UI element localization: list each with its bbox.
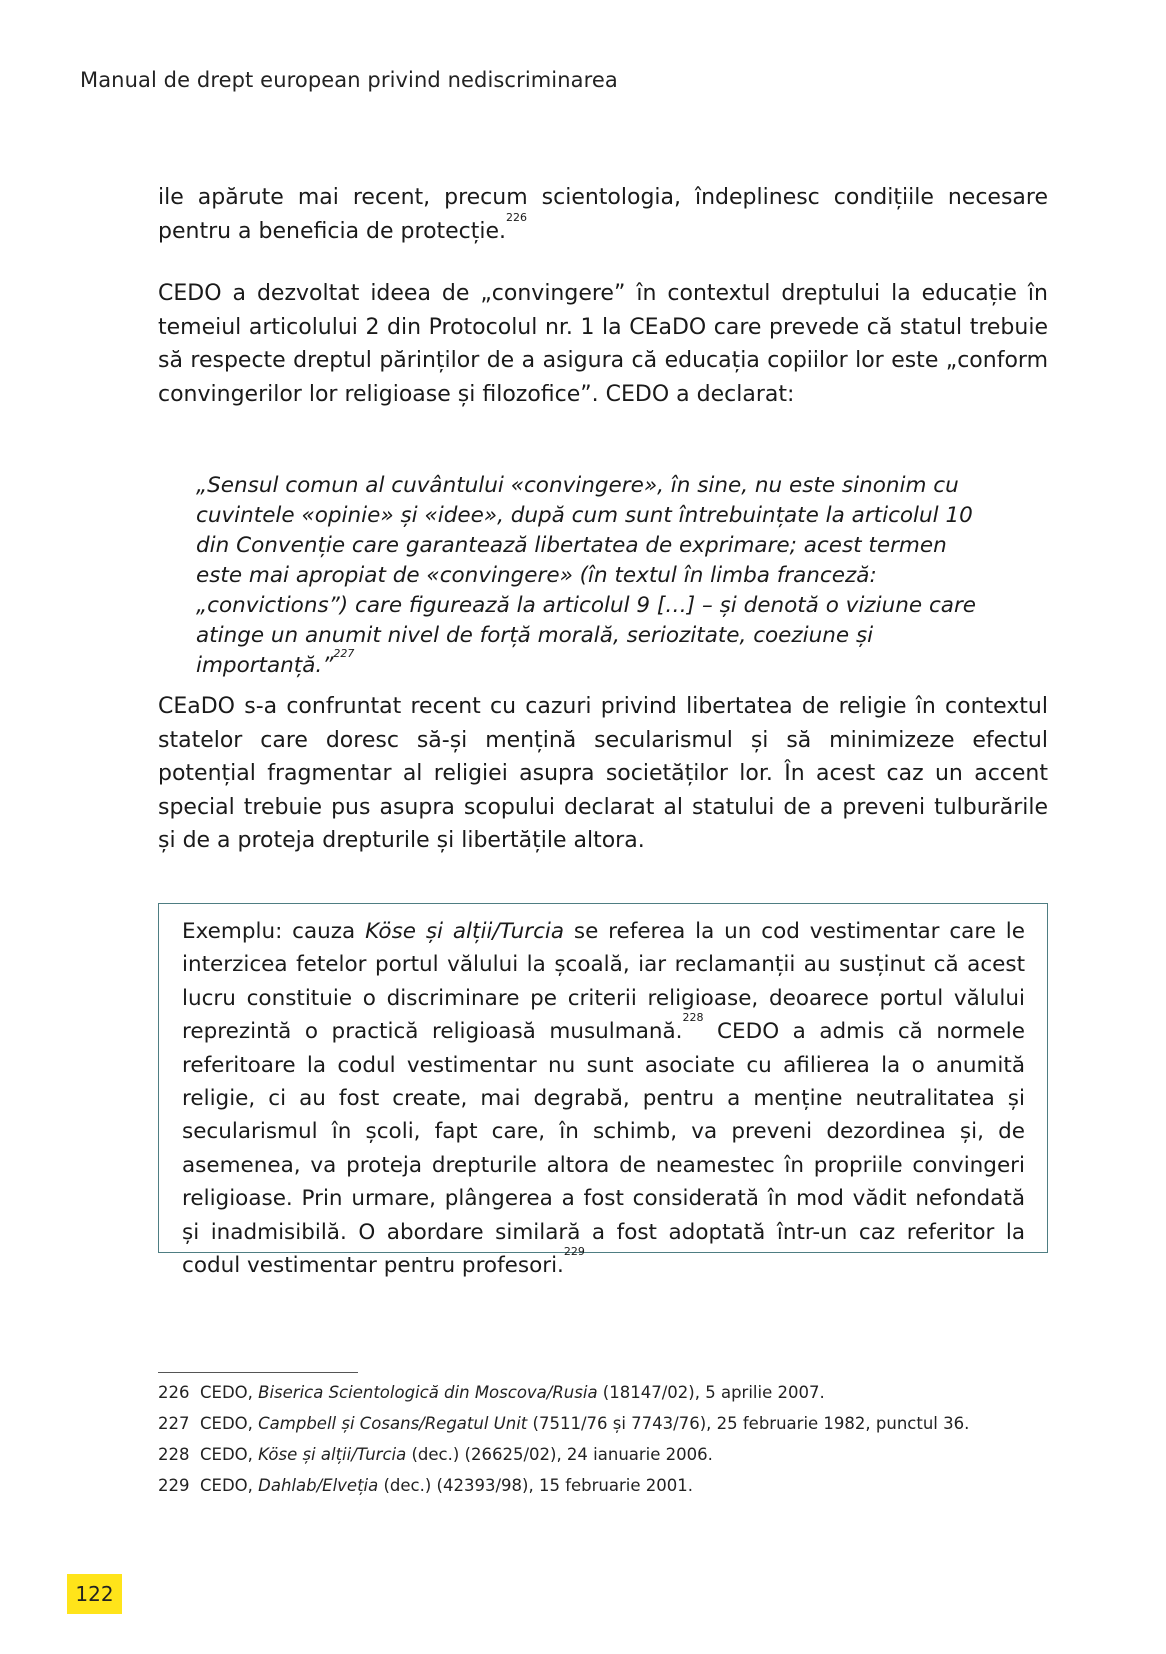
example-text: CEDO a admis că normele referitoare la codul vestimentar nu sunt asociate cu afilierea la o anumită religie, ci au fost create, mai degrabă, pentru a menține neutralitatea și secularismul în școli, fapt care, în schimb, va preveni dezordinea și, de asemenea, va proteja drepturile altora de neamestec în propriile convingeri religioase. Prin urmare, plângerea a fost considerată în mod vădit nefondată și inadmisibilă. O abordare similară a fost adoptată într-un caz referitor la codul vestimentar pentru profesori. [182, 1019, 1025, 1279]
paragraph-text: CEaDO s-a confruntat recent cu cazuri privind libertatea de religie în contextul statelor care doresc să-și mențină secularismul și să minimizeze efectul potențial fragmentar al religiei asupra societăților lor. În acest caz un accent special trebuie pus asupra scopului declarat al statului de a preveni tulburările și de a proteja drepturile și libertățile altora. [158, 694, 1048, 853]
footnote-number: 226 [158, 1383, 190, 1402]
footnote-number: 229 [158, 1476, 190, 1495]
footnote-rest: (dec.) (42393/98), 15 februarie 2001. [378, 1476, 693, 1495]
footnote-number: 227 [158, 1414, 190, 1433]
footnote-case: Campbell și Cosans/Regatul Unit [258, 1414, 528, 1433]
footnote-divider [158, 1372, 358, 1373]
quote-text: „Sensul comun al cuvântului «convingere», în sine, nu este sinonim cu cuvintele «opinie» și «idee», după cum sunt întrebuințate la articolul 10 din Convenție care garantează libertatea de exprimare; acest termen este mai apropiat de «convingere» (în textul în limba franceză: „convictions”) care figurează la articolul 9 […] – și denotă o viziune care atinge un anumit nivel de forță morală, seriozitate, coeziune și importanță.” [196, 473, 977, 678]
body-paragraph-3 [158, 690, 1048, 858]
footnotes [158, 1377, 1048, 1501]
footnote-ref[interactable]: 229 [563, 1245, 585, 1259]
paragraph-text: ile apărute mai recent, precum scientologia, îndeplinesc condițiile necesare pentru a beneficia de protecție. [158, 185, 1048, 244]
footnote-prefix: CEDO, [200, 1414, 259, 1433]
footnote-item [158, 1377, 1048, 1408]
footnote-prefix: CEDO, [200, 1476, 259, 1495]
footnote-ref[interactable]: 228 [682, 1011, 704, 1025]
footnote-item [158, 1439, 1048, 1470]
example-intro: Exemplu: cauza [182, 919, 366, 944]
footnote-item [158, 1408, 1048, 1439]
running-header: Manual de drept european privind nediscriminarea [80, 68, 618, 92]
footnote-ref[interactable]: 226 [506, 210, 528, 224]
example-text: se referea la un cod vestimentar care le interzicea fetelor portul vălului la școală, iar reclamanții au susținut că acest lucru constituie o discriminare pe criterii religioase, deoarece portul vălului reprezintă o practică religioasă musulmană. [182, 919, 1025, 1045]
footnote-rest: (7511/76 și 7743/76), 25 februarie 1982, punctul 36. [527, 1414, 970, 1433]
block-quote [196, 471, 996, 681]
footnote-prefix: CEDO, [200, 1383, 259, 1402]
footnote-rest: (18147/02), 5 aprilie 2007. [597, 1383, 825, 1402]
paragraph-text: CEDO a dezvoltat ideea de „convingere” în contextul dreptului la educație în temeiul articolului 2 din Protocolul nr. 1 la CEaDO care prevede că statul trebuie să respecte dreptul părinților de a asigura că educația copiilor lor este „conform convingerilor lor religioase și filozofice”. CEDO a declarat: [158, 281, 1048, 407]
footnote-rest: (dec.) (26625/02), 24 ianuarie 2006. [406, 1445, 713, 1464]
footnote-case: Biserica Scientologică din Moscova/Rusia [258, 1383, 598, 1402]
footnote-ref[interactable]: 227 [333, 647, 355, 660]
footnote-prefix: CEDO, [200, 1445, 259, 1464]
footnote-item [158, 1470, 1048, 1501]
footnote-case: Köse și alții/Turcia [258, 1445, 407, 1464]
example-box [158, 903, 1048, 1279]
page-number: 122 [67, 1574, 122, 1614]
footnote-number: 228 [158, 1445, 190, 1464]
example-case-name: Köse și alții/Turcia [365, 919, 565, 944]
body-paragraph-1 [158, 181, 1048, 248]
body-paragraph-2 [158, 277, 1048, 411]
footnote-case: Dahlab/Elveția [258, 1476, 379, 1495]
